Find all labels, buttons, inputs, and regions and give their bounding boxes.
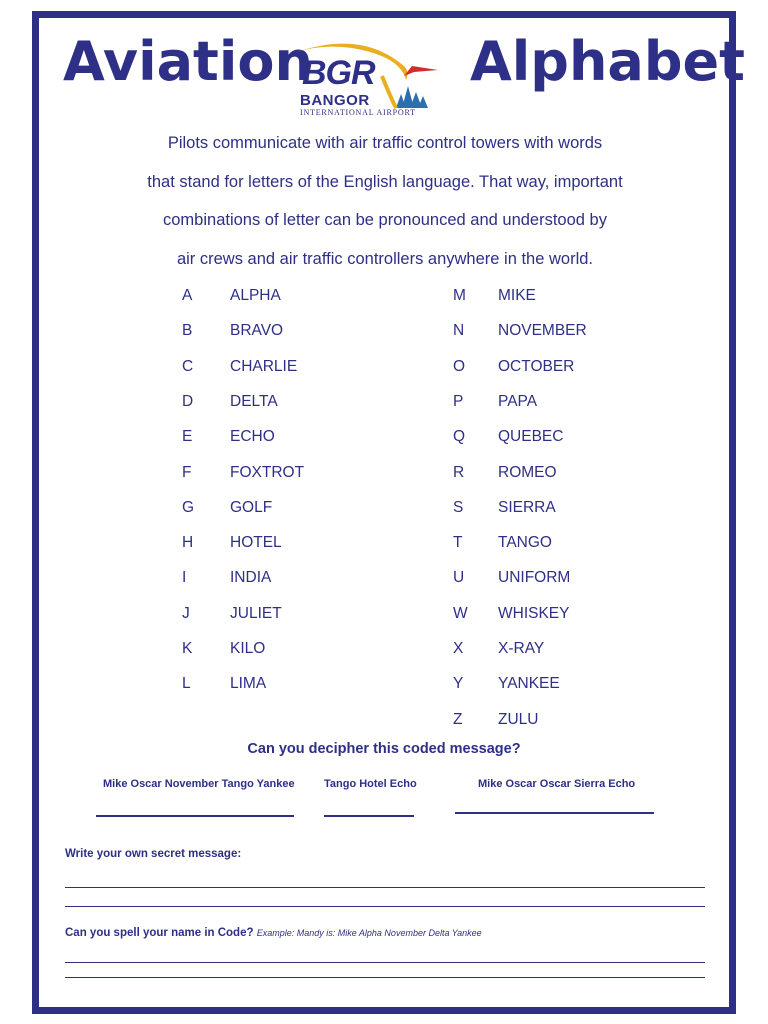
page-border [32,11,736,1014]
decipher-question: Can you decipher this coded message? [247,741,521,757]
alphabet-code-word: NOVEMBER [498,322,587,340]
alphabet-code-word: CHARLIE [230,357,298,375]
name-write-line-2[interactable] [65,977,705,978]
alphabet-letter: A [182,287,193,304]
alphabet-letter: P [453,392,464,410]
coded-word-2: Tango Hotel Echo [324,778,417,790]
alphabet-code-word: WHISKEY [498,604,570,622]
title-alphabet: Alphabet [470,30,745,93]
alphabet-letter: F [182,463,192,481]
bgr-logo [292,36,442,120]
alphabet-letter: Q [453,428,466,446]
alphabet-letter: D [182,392,194,410]
spell-name-example: Example: Mandy is: Mike Alpha November Delta Yankee [256,928,482,938]
alphabet-letter: I [182,569,187,587]
alphabet-code-word: QUEBEC [498,428,564,446]
alphabet-letter: B [182,322,193,340]
intro-line-1: Pilots communicate with air traffic control towers with words [167,134,603,152]
message-write-line-1[interactable] [65,887,705,888]
alphabet-code-word: GOLF [230,498,273,516]
alphabet-letter: L [182,675,191,693]
alphabet-letter: U [453,569,465,587]
alphabet-code-word: SIERRA [498,498,556,516]
alphabet-letter: G [182,498,195,516]
answer-line-1[interactable] [96,815,294,817]
alphabet-letter: W [453,604,468,622]
alphabet-letter: Z [453,710,463,728]
alphabet-code-word: FOXTROT [230,463,305,481]
alphabet-code-word: YANKEE [498,675,560,693]
title-aviation: Aviation [63,30,313,93]
alphabet-code-word: ZULU [498,710,539,728]
alphabet-code-word: ROMEO [498,463,557,481]
alphabet-letter: M [453,287,466,304]
spell-name-question: Can you spell your name in Code? [65,927,254,939]
alphabet-letter: O [453,357,466,375]
alphabet-code-word: PAPA [498,392,538,410]
alphabet-code-word: BRAVO [230,322,284,340]
alphabet-code-word: KILO [230,640,266,657]
intro-line-4: air crews and air traffic controllers anywhere in the world. [176,250,594,268]
alphabet-letter: R [453,463,465,481]
alphabet-code-word: JULIET [230,604,282,622]
alphabet-code-word: HOTEL [230,534,282,552]
alphabet-letter: N [453,322,465,340]
alphabet-code-word: UNIFORM [498,569,571,587]
alphabet-letter: Y [453,675,464,693]
spell-name-prompt [65,927,482,939]
alphabet-code-word: INDIA [230,569,272,587]
intro-line-3: combinations of letter can be pronounced and understood by [163,211,607,229]
answer-line-2[interactable] [324,815,414,817]
coded-word-3: Mike Oscar Oscar Sierra Echo [478,778,636,790]
alphabet-code-word: ECHO [230,428,275,446]
alphabet-code-word: MIKE [498,287,536,304]
alphabet-code-word: TANGO [498,534,552,552]
answer-line-3[interactable] [455,812,654,814]
alphabet-code-word: LIMA [230,675,267,693]
logo-subtitle: INTERNATIONAL AIRPORT [300,108,416,117]
message-write-line-2[interactable] [65,906,705,907]
alphabet-letter: T [453,534,463,552]
alphabet-letter: C [182,357,194,375]
coded-word-1: Mike Oscar November Tango Yankee [103,778,295,790]
alphabet-code-word: X-RAY [498,640,545,657]
alphabet-letter: H [182,534,194,552]
alphabet-code-word: OCTOBER [498,357,575,375]
logo-bgr-text: BGR [302,54,375,92]
alphabet-letter: X [453,640,464,657]
alphabet-letter: E [182,428,193,446]
alphabet-letter: J [182,604,190,622]
alphabet-letter: S [453,498,464,516]
write-message-prompt: Write your own secret message: [65,848,242,860]
alphabet-code-word: DELTA [230,392,278,410]
alphabet-letter: K [182,640,193,657]
logo-bangor-text: BANGOR [300,92,370,109]
intro-line-2: that stand for letters of the English language. That way, important [147,173,623,191]
name-write-line-1[interactable] [65,962,705,963]
alphabet-code-word: ALPHA [230,287,281,304]
